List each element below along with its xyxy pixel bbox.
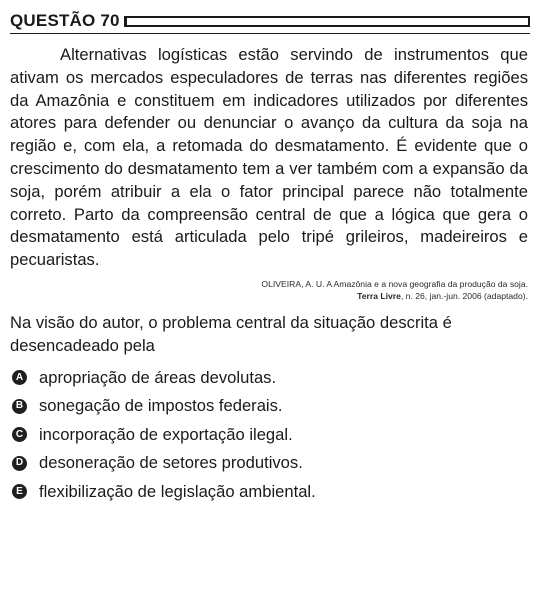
option-letter-badge: D bbox=[12, 456, 27, 471]
header-underline bbox=[10, 33, 530, 34]
option-e[interactable] bbox=[10, 478, 530, 507]
citation bbox=[10, 278, 530, 302]
citation-source: Terra Livre bbox=[357, 290, 401, 301]
option-text: apropriação de áreas devolutas. bbox=[39, 367, 277, 387]
option-letter-badge: A bbox=[12, 370, 27, 385]
citation-line-2 bbox=[10, 290, 528, 302]
option-a[interactable] bbox=[10, 364, 530, 393]
option-text: flexibilização de legislação ambiental. bbox=[39, 481, 316, 501]
header-bar-decoration bbox=[124, 16, 530, 27]
option-letter-badge: C bbox=[12, 427, 27, 442]
option-c[interactable] bbox=[10, 421, 530, 450]
question-prompt: Na visão do autor, o problema central da situação descrita é desencadeado pela bbox=[10, 312, 452, 355]
passage-text: Alternativas logísticas estão servindo de instrumentos que ativam os mercados especuladores de terras nas diferentes regiões da Amazônia e constituem em indicadores utilizados por diferentes atores para defender ou denunciar o avanço da cultura da soja na região e, com ela, a retomada do desmatamento. É evidente que o crescimento do desmatamento tem a ver também com a expansão da soja, porém atribuir a ela o fator principal parece não totalmente correto. Parto da compreensão central de que a lógica que gera o desmatamento está articulada pelo tripé grileiros, madeireiros e pecuaristas. bbox=[10, 45, 528, 270]
option-text: desoneração de setores produtivos. bbox=[39, 453, 303, 473]
option-letter-badge: E bbox=[12, 484, 27, 499]
answer-options bbox=[10, 364, 530, 507]
option-b[interactable] bbox=[10, 392, 530, 421]
option-letter-badge: B bbox=[12, 399, 27, 414]
question-header bbox=[10, 10, 530, 32]
option-text: sonegação de impostos federais. bbox=[39, 396, 283, 416]
citation-details: , n. 26, jan.-jun. 2006 (adaptado). bbox=[400, 290, 528, 301]
option-d[interactable] bbox=[10, 449, 530, 478]
option-text: incorporação de exportação ilegal. bbox=[39, 424, 293, 444]
question-number-title: QUESTÃO 70 bbox=[10, 11, 120, 30]
citation-line-1: OLIVEIRA, A. U. A Amazônia e a nova geografia da produção da soja. bbox=[261, 278, 528, 289]
